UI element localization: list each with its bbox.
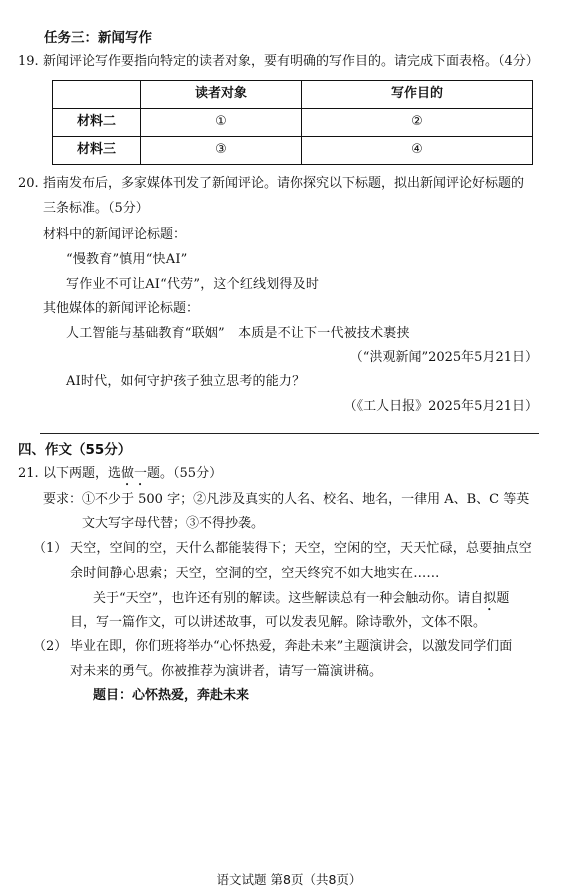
table-cell-answer: ④ bbox=[302, 137, 533, 165]
q21-option2-line1: 毕业在即，你们班将举办“心怀热爱，奔赴未来”主题演讲会，以激发同学们面 bbox=[70, 639, 513, 654]
table-cell-answer: ① bbox=[141, 109, 302, 137]
q21-intro-post: 题。（55分） bbox=[147, 466, 223, 481]
q21-option1-quote-2: 余时间静心思索；天空，空洞的空，空天终究不如大地实在…… bbox=[70, 566, 440, 581]
q20-number: 20. bbox=[18, 176, 39, 191]
section4-heading: 四、作文（55分） bbox=[18, 442, 132, 458]
table-header-row bbox=[53, 81, 533, 109]
q20-line1: 指南发布后，多家媒体刊发了新闻评论。请你探究以下标题，拟出新闻评论好标题的 bbox=[43, 176, 525, 191]
q21-intro-pre: 以下两题，选 bbox=[43, 466, 122, 481]
q19-text: 新闻评论写作要指向特定的读者对象，要有明确的写作目的。请完成下面表格。（4分） bbox=[43, 54, 539, 69]
table-cell-answer: ② bbox=[302, 109, 533, 137]
q20-material-title-1: “慢教育”慎用“快AI” bbox=[66, 252, 188, 267]
table-header-readers: 读者对象 bbox=[141, 81, 302, 109]
q20-other-label: 其他媒体的新闻评论标题： bbox=[43, 301, 200, 316]
q21-requirement-1: 要求：①不少于 500 字；②凡涉及真实的人名、校名、地名，一律用 A、B、C 等英 bbox=[43, 492, 530, 507]
section-divider bbox=[40, 433, 539, 434]
q21-option1-line1-pre: 关于“天空”，也许还有别的解读。这些解读总有一种会触动你。请自 bbox=[93, 591, 484, 606]
q20-other-title-2: AI时代，如何守护孩子独立思考的能力？ bbox=[66, 374, 306, 389]
q20-other-source-1: （“洪观新闻”2025年5月21日） bbox=[349, 350, 538, 365]
table-cell-answer: ③ bbox=[141, 137, 302, 165]
q21-option2-line2: 对未来的勇气。你被推荐为演讲者，请写一篇演讲稿。 bbox=[70, 664, 383, 679]
q20-other-title-1: 人工智能与基础教育“联姻” 本质是不让下一代被技术裹挟 bbox=[66, 326, 410, 341]
q20-material-label: 材料中的新闻评论标题： bbox=[43, 227, 187, 242]
q19-number: 19. bbox=[18, 54, 39, 69]
q21-option1-number: （1） bbox=[33, 541, 68, 556]
page-footer: 语文试题 第8页（共8页） bbox=[216, 872, 362, 887]
q21-intro bbox=[43, 465, 222, 489]
table-cell: 材料二 bbox=[53, 109, 141, 137]
q20-material-title-2: 写作业不可让AI“代劳”，这个红线划得及时 bbox=[66, 277, 320, 292]
q20-other-source-2: （《工人日报》2025年5月21日） bbox=[343, 399, 538, 414]
q21-option1-line2: 目，写一篇作文，可以讲述故事，可以发表见解。除诗歌外，文体不限。 bbox=[70, 615, 487, 630]
q20-line2: 三条标准。（5分） bbox=[43, 201, 149, 216]
q21-option2-number: （2） bbox=[33, 639, 68, 654]
table-header-empty bbox=[53, 81, 141, 109]
q21-option1-line1-post: 题 bbox=[496, 591, 510, 606]
q21-option1-line1 bbox=[93, 590, 509, 614]
q21-intro-emphasis: 做一 bbox=[121, 466, 148, 481]
q21-option2-title: 题目：心怀热爱，奔赴未来 bbox=[93, 688, 250, 703]
q19-table bbox=[52, 80, 533, 165]
table-header-purpose: 写作目的 bbox=[302, 81, 533, 109]
q21-option1-quote-1: 天空，空间的空，天什么都能装得下；天空，空闲的空，天天忙碌，总要抽点空 bbox=[70, 541, 533, 556]
q21-number: 21. bbox=[18, 466, 39, 481]
q21-requirement-2: 文大写字母代替；③不得抄袭。 bbox=[82, 516, 265, 531]
task3-heading: 任务三：新闻写作 bbox=[44, 30, 152, 46]
table-cell: 材料三 bbox=[53, 137, 141, 165]
table-row bbox=[53, 109, 533, 137]
q21-option1-emphasis: 拟 bbox=[483, 591, 497, 606]
table-row bbox=[53, 137, 533, 165]
